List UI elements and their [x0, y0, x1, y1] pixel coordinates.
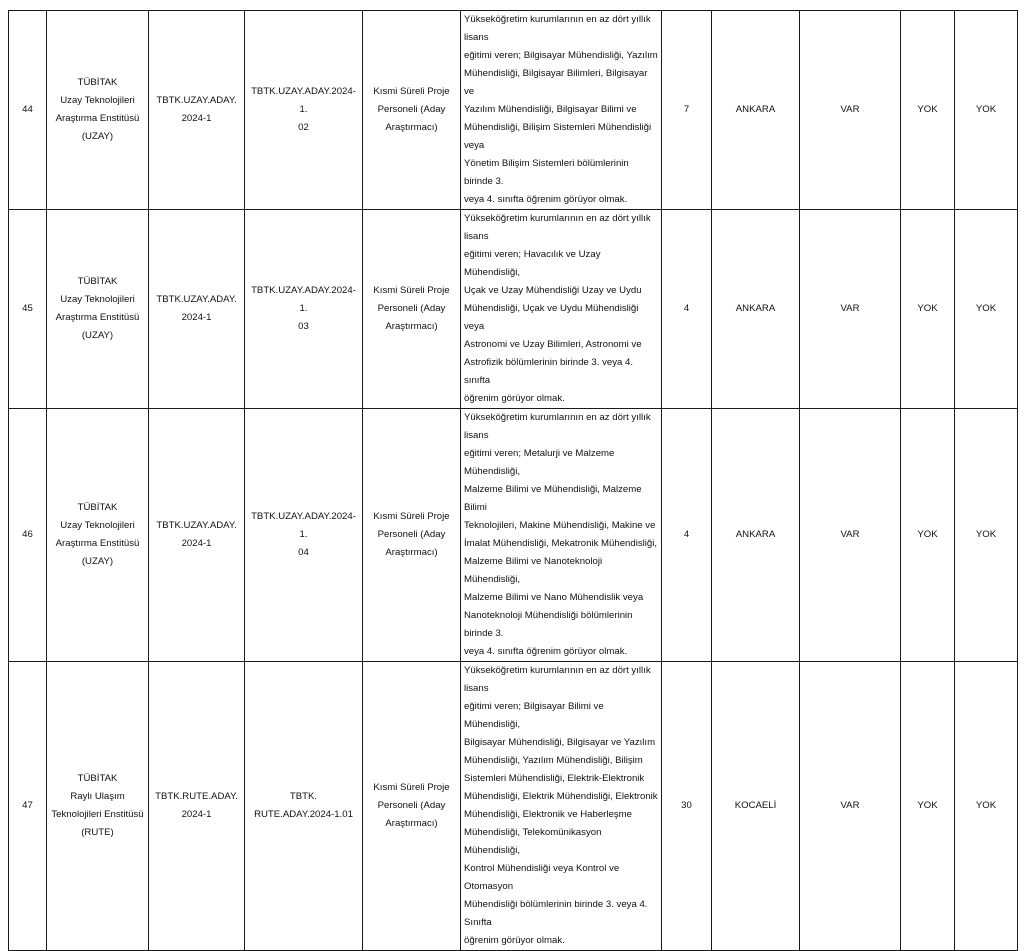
requirements-line: öğrenim görüyor olmak. — [464, 393, 565, 404]
announcement-code-cell: TBTK.UZAY.ADAY. 2024-1 — [149, 210, 245, 409]
status-cell: YOK — [955, 11, 1018, 210]
requirements-line: Yükseköğretim kurumlarının en az dört yıllık lisans — [464, 665, 651, 694]
requirements-line: Mühendisliği, Uçak ve Uydu Mühendisliği veya — [464, 303, 639, 332]
status-cell: YOK — [955, 662, 1018, 951]
row-number: 44 — [9, 11, 47, 210]
status-cell: YOK — [955, 210, 1018, 409]
requirements-line: Mühendisliği, Yazılım Mühendisliği, Bilişim — [464, 755, 643, 766]
row-number: 45 — [9, 210, 47, 409]
institution-cell: TÜBİTAK Uzay Teknolojileri Araştırma Enstitüsü (UZAY) — [47, 210, 149, 409]
status-cell: VAR — [800, 210, 901, 409]
position-type-cell: Kısmi Süreli Proje Personeli (Aday Araştırmacı) — [363, 11, 461, 210]
city-cell: ANKARA — [712, 210, 800, 409]
institution-cell: TÜBİTAK Uzay Teknolojileri Araştırma Enstitüsü (UZAY) — [47, 11, 149, 210]
row-number: 47 — [9, 662, 47, 951]
requirements-line: Teknolojileri, Makine Mühendisliği, Makine ve — [464, 520, 656, 531]
city-cell: KOCAELİ — [712, 662, 800, 951]
table-row — [9, 210, 1018, 409]
requirements-cell — [461, 210, 662, 409]
count-cell: 30 — [662, 662, 712, 951]
requirements-line: Malzeme Bilimi ve Mühendisliği, Malzeme Bilimi — [464, 484, 642, 513]
requirements-line: eğitimi veren; Metalurji ve Malzeme Mühendisliği, — [464, 448, 615, 477]
requirements-line: Yazılım Mühendisliği, Bilgisayar Bilimi ve — [464, 104, 637, 115]
requirements-cell — [461, 662, 662, 951]
count-cell: 4 — [662, 210, 712, 409]
positions-table — [8, 10, 1018, 951]
requirements-line: Mühendisliği, Elektrik Mühendisliği, Elektronik — [464, 791, 658, 802]
city-cell: ANKARA — [712, 409, 800, 662]
position-code-cell: TBTK. RUTE.ADAY.2024-1.01 — [245, 662, 363, 951]
requirements-cell — [461, 11, 662, 210]
table-row — [9, 409, 1018, 662]
requirements-line: Nanoteknoloji Mühendisliği bölümlerinin birinde 3. — [464, 610, 633, 639]
requirements-line: Yükseköğretim kurumlarının en az dört yıllık lisans — [464, 213, 651, 242]
table-row — [9, 11, 1018, 210]
requirements-line: eğitimi veren; Bilgisayar Mühendisliği, Yazılım — [464, 50, 658, 61]
position-code-cell: TBTK.UZAY.ADAY.2024-1. 02 — [245, 11, 363, 210]
requirements-line: Mühendisliği, Bilgisayar Bilimleri, Bilgisayar ve — [464, 68, 648, 97]
status-cell: YOK — [901, 409, 955, 662]
requirements-line: Yükseköğretim kurumlarının en az dört yıllık lisans — [464, 412, 651, 441]
requirements-line: veya 4. sınıfta öğrenim görüyor olmak. — [464, 194, 628, 205]
row-number: 46 — [9, 409, 47, 662]
requirements-line: Yükseköğretim kurumlarının en az dört yıllık lisans — [464, 14, 651, 43]
requirements-line: eğitimi veren; Bilgisayar Bilimi ve Mühendisliği, — [464, 701, 604, 730]
announcement-code-cell: TBTK.UZAY.ADAY. 2024-1 — [149, 409, 245, 662]
requirements-cell — [461, 409, 662, 662]
requirements-line: Yönetim Bilişim Sistemleri bölümlerinin birinde 3. — [464, 158, 629, 187]
requirements-line: Mühendisliği, Telekomünikasyon Mühendisliği, — [464, 827, 602, 856]
city-cell: ANKARA — [712, 11, 800, 210]
requirements-line: eğitimi veren; Havacılık ve Uzay Mühendisliği, — [464, 249, 601, 278]
requirements-line: Kontrol Mühendisliği veya Kontrol ve Otomasyon — [464, 863, 620, 892]
requirements-line: Mühendisliği bölümlerinin birinde 3. veya 4. Sınıfta — [464, 899, 648, 928]
requirements-line: Sistemleri Mühendisliği, Elektrik-Elektronik — [464, 773, 645, 784]
announcement-code-cell: TBTK.RUTE.ADAY. 2024-1 — [149, 662, 245, 951]
status-cell: VAR — [800, 11, 901, 210]
table-row — [9, 662, 1018, 951]
position-type-cell: Kısmi Süreli Proje Personeli (Aday Araştırmacı) — [363, 409, 461, 662]
status-cell: VAR — [800, 409, 901, 662]
requirements-line: öğrenim görüyor olmak. — [464, 935, 565, 946]
position-type-cell: Kısmi Süreli Proje Personeli (Aday Araştırmacı) — [363, 210, 461, 409]
status-cell: YOK — [955, 409, 1018, 662]
institution-cell: TÜBİTAK Uzay Teknolojileri Araştırma Enstitüsü (UZAY) — [47, 409, 149, 662]
requirements-line: Astrofizik bölümlerinin birinde 3. veya 4. sınıfta — [464, 357, 634, 386]
status-cell: VAR — [800, 662, 901, 951]
status-cell: YOK — [901, 11, 955, 210]
requirements-line: Bilgisayar Mühendisliği, Bilgisayar ve Yazılım — [464, 737, 656, 748]
requirements-line: Astronomi ve Uzay Bilimleri, Astronomi ve — [464, 339, 642, 350]
status-cell: YOK — [901, 210, 955, 409]
count-cell: 4 — [662, 409, 712, 662]
requirements-line: veya 4. sınıfta öğrenim görüyor olmak. — [464, 646, 628, 657]
position-code-cell: TBTK.UZAY.ADAY.2024-1. 04 — [245, 409, 363, 662]
status-cell: YOK — [901, 662, 955, 951]
requirements-line: Malzeme Bilimi ve Nano Mühendislik veya — [464, 592, 644, 603]
position-code-cell: TBTK.UZAY.ADAY.2024-1. 03 — [245, 210, 363, 409]
requirements-line: İmalat Mühendisliği, Mekatronik Mühendisliği, — [464, 538, 658, 549]
announcement-code-cell: TBTK.UZAY.ADAY. 2024-1 — [149, 11, 245, 210]
requirements-line: Malzeme Bilimi ve Nanoteknoloji Mühendisliği, — [464, 556, 603, 585]
institution-cell: TÜBİTAK Raylı Ulaşım Teknolojileri Enstitüsü (RUTE) — [47, 662, 149, 951]
requirements-line: Mühendisliği, Bilişim Sistemleri Mühendisliği veya — [464, 122, 652, 151]
requirements-line: Mühendisliği, Elektronik ve Haberleşme — [464, 809, 632, 820]
position-type-cell: Kısmi Süreli Proje Personeli (Aday Araştırmacı) — [363, 662, 461, 951]
count-cell: 7 — [662, 11, 712, 210]
requirements-line: Uçak ve Uzay Mühendisliği Uzay ve Uydu — [464, 285, 642, 296]
